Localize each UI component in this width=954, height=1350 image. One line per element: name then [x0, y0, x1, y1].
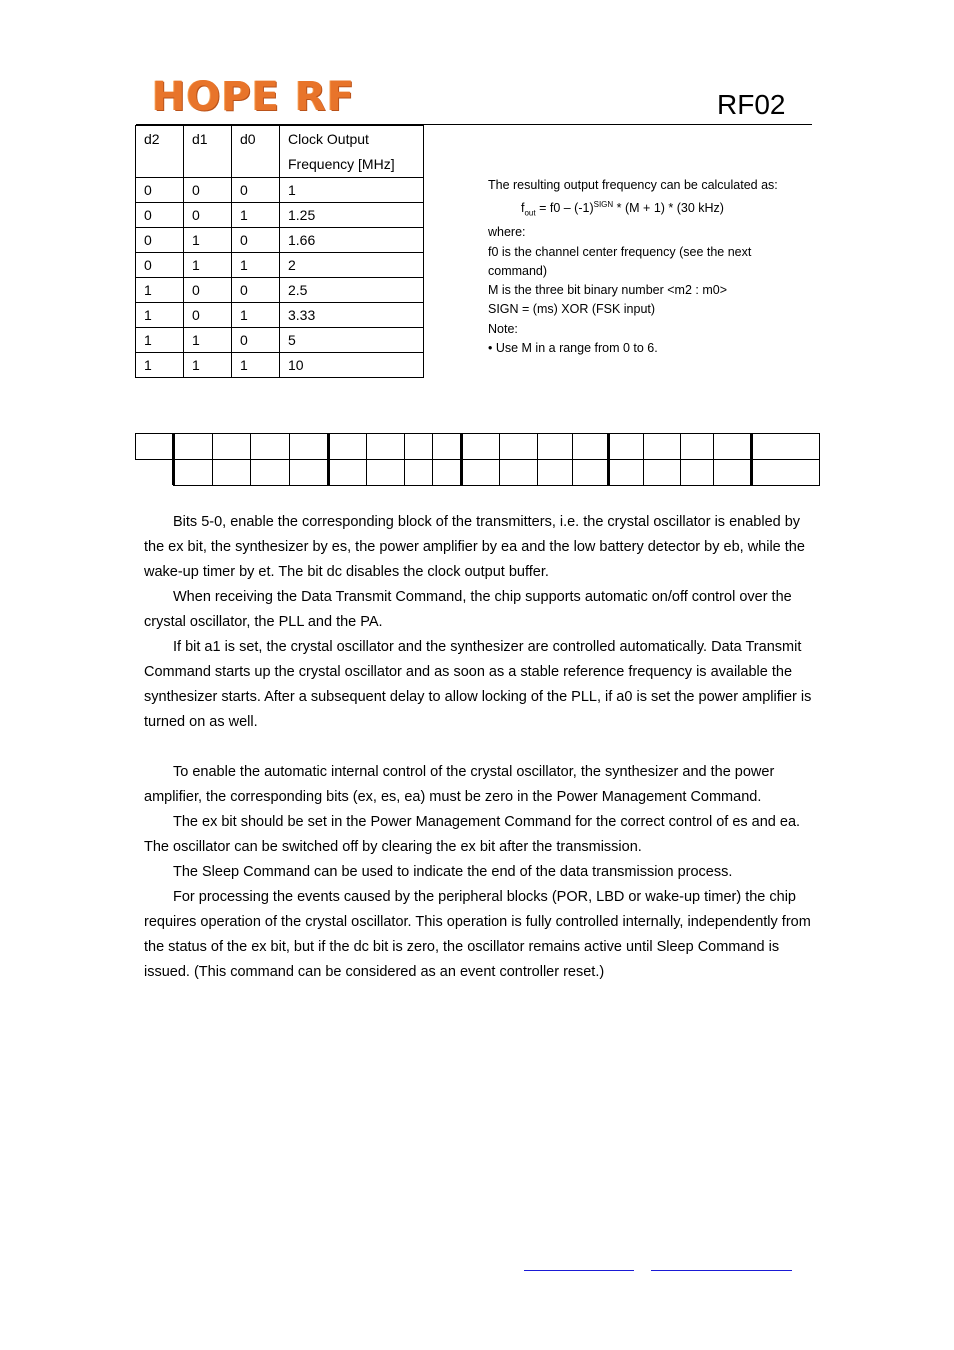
bit-cell [751, 433, 820, 460]
equation-part-2: * (M + 1) * (30 kHz) [613, 201, 724, 216]
table-cell: 0 [136, 178, 184, 203]
bit-cell [432, 459, 462, 486]
table-cell: 0 [232, 178, 280, 203]
table-row [136, 228, 424, 253]
paragraph: When receiving the Data Transmit Command, the chip supports automatic on/off control over the crystal oscillator, the PLL and the PA. [144, 589, 792, 630]
table-row [136, 303, 424, 328]
bit-cell [572, 459, 609, 486]
header-cell-frequency [280, 126, 424, 178]
bit-group-separator [460, 433, 463, 485]
table-cell: 1 [136, 353, 184, 378]
bit-cell [173, 433, 213, 460]
table-cell: 0 [232, 228, 280, 253]
table-cell: 0 [136, 203, 184, 228]
frequency-formula-block [488, 176, 778, 358]
table-cell: 1 [184, 228, 232, 253]
bit-cell [212, 459, 251, 486]
header-cell-d0: d0 [232, 126, 280, 178]
bit-group-separator [750, 433, 753, 485]
table-cell: 1 [232, 203, 280, 228]
bit-cell [328, 433, 367, 460]
table-row [136, 203, 424, 228]
table-cell: 0 [136, 253, 184, 278]
bit-cell [680, 433, 714, 460]
bit-cell [680, 459, 714, 486]
bit-cell [608, 459, 644, 486]
bit-cell [608, 433, 644, 460]
formula-where: where: [488, 225, 526, 240]
table-cell: 0 [232, 328, 280, 353]
header-cell-d2: d2 [136, 126, 184, 178]
bit-cell [328, 459, 367, 486]
bit-cell [135, 433, 174, 460]
equation-part-1: = f0 – (-1) [535, 201, 594, 216]
footer-link-2[interactable] [651, 1258, 792, 1271]
bit-cell [289, 433, 329, 460]
table-cell: 10 [280, 353, 424, 378]
formula-equation [488, 195, 778, 223]
m-description: M is the three bit binary number <m2 : m0> [488, 283, 727, 298]
table-cell: 1 [136, 278, 184, 303]
sign-superscript: SIGN [593, 200, 614, 210]
table-row [136, 328, 424, 353]
bit-cell [643, 459, 681, 486]
bit-cell [499, 459, 538, 486]
note-label: Note: [488, 321, 518, 336]
bit-cell [404, 459, 433, 486]
bit-group-separator [172, 433, 175, 485]
bit-cell [499, 433, 538, 460]
bit-cell [461, 433, 500, 460]
table-cell: 1 [184, 353, 232, 378]
table-cell: 0 [232, 278, 280, 303]
f0-description: f0 is the channel center frequency (see the next [488, 244, 752, 259]
table-cell: 1 [232, 353, 280, 378]
table-cell: 0 [184, 203, 232, 228]
table-row [136, 178, 424, 203]
table-cell: 1 [280, 178, 424, 203]
command-bit-table [135, 433, 819, 485]
sign-description: SIGN = (ms) XOR (FSK input) [488, 302, 656, 317]
description-text [144, 510, 814, 985]
bit-cell [366, 459, 405, 486]
table-cell: 1 [184, 253, 232, 278]
bit-cell [250, 459, 290, 486]
header-line-1: Clock Output [288, 131, 369, 147]
paragraph: To enable the automatic internal control of the crystal oscillator, the synthesizer and the power amplifier, the corresponding bits (ex, es, ea) must be zero in the Power Management Command. [144, 764, 775, 805]
table-header-row [136, 126, 424, 178]
model-name: RF02 [717, 89, 786, 120]
table-row [136, 278, 424, 303]
table-cell: 1.66 [280, 228, 424, 253]
bit-cell [404, 433, 433, 460]
f-symbol: f [521, 201, 525, 216]
bit-cell [713, 433, 752, 460]
bit-cell [713, 459, 752, 486]
bit-cell [572, 433, 609, 460]
table-cell: 5 [280, 328, 424, 353]
bit-group-separator [327, 433, 330, 485]
paragraph: The Sleep Command can be used to indicate the end of the data transmission process. [173, 864, 733, 880]
bit-cell [173, 459, 213, 486]
bit-cell [643, 433, 681, 460]
table-cell: 3.33 [280, 303, 424, 328]
formula-intro: The resulting output frequency can be calculated as: [488, 178, 778, 192]
table-cell: 1 [136, 328, 184, 353]
header-line-2: Frequency [MHz] [288, 156, 395, 172]
note-item: • Use M in a range from 0 to 6. [488, 341, 658, 356]
table-row [136, 253, 424, 278]
bit-cell [751, 459, 820, 486]
table-cell: 0 [136, 228, 184, 253]
paragraph: For processing the events caused by the peripheral blocks (POR, LBD or wake-up timer) the chip requires operation of the crystal oscillator. This operation is fully controlled internally, independently from the status of the ex bit, but if the dc bit is zero, the oscillator remains active until Sleep Command is issued. (This command can be considered as an event controller reset.) [144, 889, 811, 980]
table-cell: 0 [184, 303, 232, 328]
paragraph: If bit a1 is set, the crystal oscillator and the synthesizer are controlled automatically. Data Transmit Command starts up the crystal oscillator and as soon as a stable reference frequency is available the synthesizer starts. After a subsequent delay to allow locking of the PLL, if a0 is set the power amplifier is turned on as well. [144, 639, 812, 730]
hope-rf-logo: HOPE RF [152, 74, 356, 120]
bit-group-separator [607, 433, 610, 485]
bit-cell [289, 459, 329, 486]
table-cell: 0 [184, 178, 232, 203]
header-cell-d1: d1 [184, 126, 232, 178]
bit-cell [537, 433, 573, 460]
clock-output-table [135, 125, 424, 378]
bit-cell [461, 459, 500, 486]
bit-cell [212, 433, 251, 460]
table-cell: 1 [136, 303, 184, 328]
paragraph: The ex bit should be set in the Power Management Command for the correct control of es and ea. The oscillator can be switched off by clearing the ex bit after the transmission. [144, 814, 801, 855]
bit-cell [537, 459, 573, 486]
f-subscript: out [524, 208, 536, 218]
table-cell: 1.25 [280, 203, 424, 228]
bit-cell [432, 433, 462, 460]
bit-cell [366, 433, 405, 460]
table-row [136, 353, 424, 378]
paragraph: Bits 5-0, enable the corresponding block of the transmitters, i.e. the crystal oscillator is enabled by the ex bit, the synthesizer by es, the power amplifier by ea and the low battery detector by eb, while the wake-up timer by et. The bit dc disables the clock output buffer. [144, 514, 805, 580]
footer-link-1[interactable] [524, 1258, 634, 1271]
table-cell: 1 [232, 303, 280, 328]
table-cell: 1 [184, 328, 232, 353]
table-cell: 2 [280, 253, 424, 278]
table-cell: 2.5 [280, 278, 424, 303]
f0-description-cont: command) [488, 263, 548, 278]
table-cell: 0 [184, 278, 232, 303]
table-cell: 1 [232, 253, 280, 278]
bit-cell [250, 433, 290, 460]
